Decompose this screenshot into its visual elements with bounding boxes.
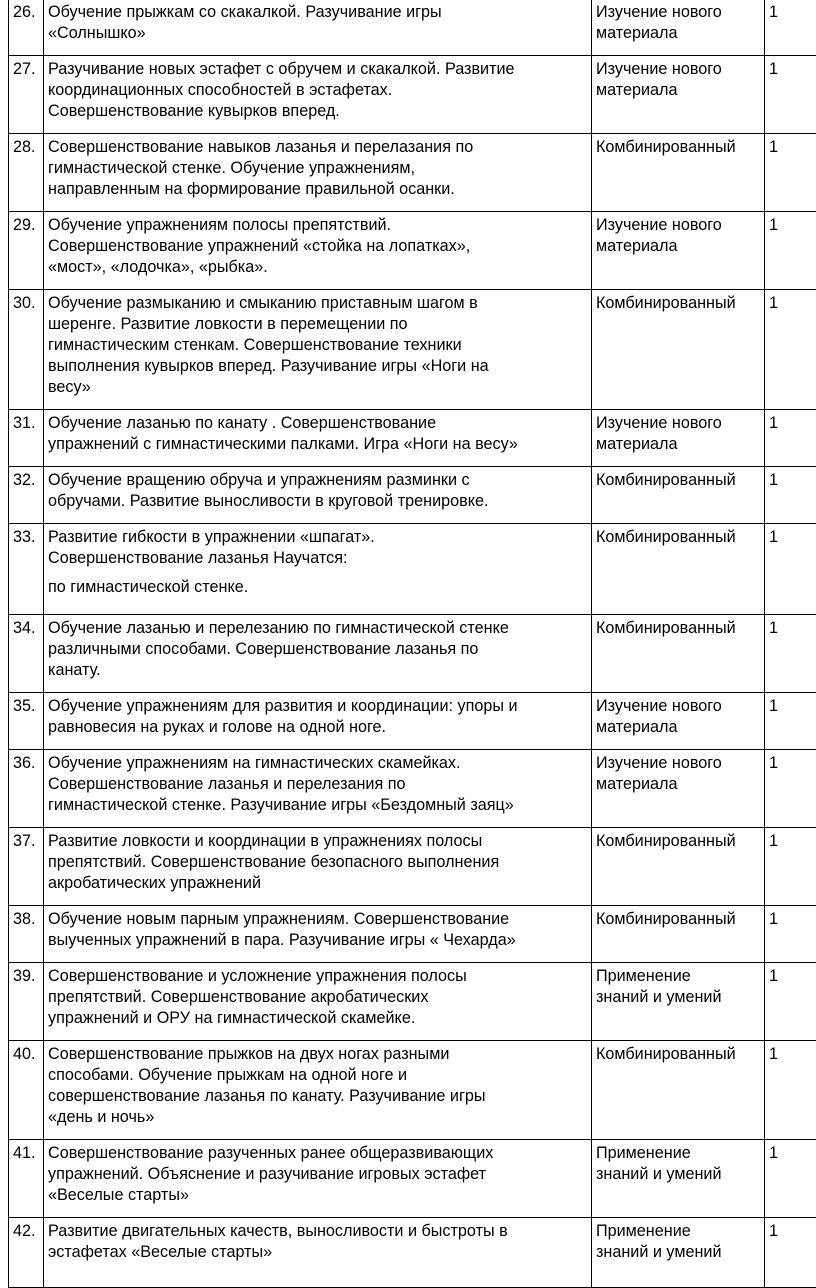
- lesson-type-text: Изучение нового материала: [596, 753, 760, 795]
- lesson-hours: 1: [765, 1218, 816, 1288]
- lesson-type-text: Комбинированный: [596, 293, 760, 314]
- lesson-type-text: Комбинированный: [596, 831, 760, 852]
- lesson-row: [9, 134, 816, 212]
- lesson-hours: 1: [765, 410, 816, 467]
- lesson-topic: Обучение прыжкам со скакалкой. Разучивание игры «Солнышко»: [48, 2, 587, 44]
- lesson-row: [9, 1140, 816, 1218]
- lesson-number: 32.: [9, 467, 44, 524]
- lesson-hours: 1: [765, 1140, 816, 1218]
- lesson-topic-cell: [44, 290, 592, 410]
- lesson-hours: 1: [765, 0, 816, 56]
- lesson-topic: Обучение упражнениям на гимнастических скамейках. Совершенствование лазанья и перелезания по гимнастической стенке. Разучивание игры «Бездомный заяц»: [48, 753, 587, 816]
- lesson-type-text: Применение знаний и умений: [596, 1221, 760, 1263]
- lesson-type-text: Изучение нового материала: [596, 59, 760, 101]
- lesson-number: 37.: [9, 828, 44, 906]
- lesson-number: 31.: [9, 410, 44, 467]
- lesson-type: [592, 410, 765, 467]
- lesson-topic-cell: [44, 1041, 592, 1140]
- lesson-number: 38.: [9, 906, 44, 963]
- lesson-row: [9, 0, 816, 56]
- lesson-row: [9, 467, 816, 524]
- lesson-type-text: Изучение нового материала: [596, 696, 760, 738]
- lesson-row: [9, 963, 816, 1041]
- lesson-type-text: Изучение нового материала: [596, 413, 760, 455]
- lesson-type-text: Комбинированный: [596, 618, 760, 639]
- lesson-topic-cell: [44, 828, 592, 906]
- lesson-number: 34.: [9, 615, 44, 693]
- lesson-row: [9, 524, 816, 615]
- lesson-type-text: Изучение нового материала: [596, 2, 760, 44]
- lesson-number: 35.: [9, 693, 44, 750]
- lesson-row: [9, 56, 816, 134]
- lesson-number: 42.: [9, 1218, 44, 1288]
- lesson-topic: Обучение лазанью по канату . Совершенствование упражнений с гимнастическими палками. Игра «Ноги на весу»: [48, 413, 587, 455]
- lesson-type: [592, 693, 765, 750]
- lesson-topic-cell: [44, 56, 592, 134]
- lesson-hours: 1: [765, 1041, 816, 1140]
- lesson-number: 39.: [9, 963, 44, 1041]
- lesson-topic: Развитие ловкости и координации в упражнениях полосы препятствий. Совершенствование безопасного выполнения акробатических упражнений: [48, 831, 587, 894]
- lesson-type: [592, 1041, 765, 1140]
- lesson-topic-cell: [44, 1140, 592, 1218]
- lesson-type: [592, 1140, 765, 1218]
- lesson-topic: Обучение новым парным упражнениям. Совершенствование выученных упражнений в пара. Разучивание игры « Чехарда»: [48, 909, 587, 951]
- lesson-type: [592, 615, 765, 693]
- lesson-type-text: Комбинированный: [596, 1044, 760, 1065]
- lesson-type-text: Комбинированный: [596, 137, 760, 158]
- lesson-number: 41.: [9, 1140, 44, 1218]
- lesson-type: [592, 524, 765, 615]
- lesson-topic: Разучивание новых эстафет с обручем и скакалкой. Развитие координационных способностей в эстафетах. Совершенствование кувырков вперед.: [48, 59, 587, 122]
- lesson-topic-cell: [44, 693, 592, 750]
- lesson-type-text: Применение знаний и умений: [596, 1143, 760, 1185]
- lesson-type: [592, 0, 765, 56]
- lesson-hours: 1: [765, 615, 816, 693]
- lesson-type: [592, 963, 765, 1041]
- lesson-topic: Обучение вращению обруча и упражнениям разминки с обручами. Развитие выносливости в круговой тренировке.: [48, 470, 587, 512]
- lesson-number: 33.: [9, 524, 44, 615]
- lesson-topic: Совершенствование навыков лазанья и перелазания по гимнастической стенке. Обучение упражнениям, направленным на формирование правильной осанки.: [48, 137, 587, 200]
- lesson-type-text: Комбинированный: [596, 909, 760, 930]
- lesson-topic: Обучение упражнениям для развития и координации: упоры и равновесия на руках и голове на одной ноге.: [48, 696, 587, 738]
- lesson-type: [592, 212, 765, 290]
- lesson-hours: 1: [765, 56, 816, 134]
- lesson-topic-cell: [44, 134, 592, 212]
- lesson-type: [592, 906, 765, 963]
- lesson-plan-table: [8, 0, 816, 1288]
- lesson-row: [9, 410, 816, 467]
- lesson-hours: 1: [765, 290, 816, 410]
- lesson-type-text: Применение знаний и умений: [596, 966, 760, 1008]
- lesson-type: [592, 750, 765, 828]
- lesson-row: [9, 693, 816, 750]
- lesson-number: 26.: [9, 0, 44, 56]
- lesson-row: [9, 1218, 816, 1288]
- lesson-topic-extra: по гимнастической стенке.: [48, 577, 587, 598]
- lesson-hours: 1: [765, 828, 816, 906]
- lesson-topic-cell: [44, 410, 592, 467]
- lesson-type: [592, 1218, 765, 1288]
- lesson-topic-cell: [44, 212, 592, 290]
- lesson-topic: Обучение размыканию и смыканию приставным шагом в шеренге. Развитие ловкости в перемещении по гимнастическим стенкам. Совершенствование техники выполнения кувырков вперед. Разучивание игры «Ноги на весу»: [48, 293, 587, 398]
- lesson-topic-cell: [44, 906, 592, 963]
- lesson-hours: 1: [765, 524, 816, 615]
- lesson-type: [592, 290, 765, 410]
- lesson-number: 40.: [9, 1041, 44, 1140]
- lesson-topic-cell: [44, 1218, 592, 1288]
- lesson-hours: 1: [765, 906, 816, 963]
- lesson-row: [9, 1041, 816, 1140]
- lesson-topic-cell: [44, 963, 592, 1041]
- lesson-number: 29.: [9, 212, 44, 290]
- lesson-row: [9, 828, 816, 906]
- lesson-row: [9, 615, 816, 693]
- lesson-type-text: Комбинированный: [596, 527, 760, 548]
- lesson-hours: 1: [765, 963, 816, 1041]
- lesson-type: [592, 828, 765, 906]
- lesson-topic-cell: [44, 615, 592, 693]
- lesson-hours: 1: [765, 693, 816, 750]
- lesson-hours: 1: [765, 212, 816, 290]
- lesson-topic: Совершенствование прыжков на двух ногах разными способами. Обучение прыжкам на одной ноге и совершенствование лазанья по канату. Разучивание игры «день и ночь»: [48, 1044, 587, 1128]
- lesson-topic-cell: [44, 750, 592, 828]
- lesson-topic: Развитие гибкости в упражнении «шпагат». Совершенствование лазанья Научатся:: [48, 527, 587, 569]
- lesson-number: 27.: [9, 56, 44, 134]
- lesson-topic: Обучение упражнениям полосы препятствий. Совершенствование упражнений «стойка на лопатках», «мост», «лодочка», «рыбка».: [48, 215, 587, 278]
- lesson-topic: Развитие двигательных качеств, выносливости и быстроты в эстафетах «Веселые старты»: [48, 1221, 587, 1263]
- lesson-row: [9, 212, 816, 290]
- lesson-topic-cell: [44, 467, 592, 524]
- lesson-number: 30.: [9, 290, 44, 410]
- lesson-topic: Совершенствование и усложнение упражнения полосы препятствий. Совершенствование акробатических упражнений и ОРУ на гимнастической скамейке.: [48, 966, 587, 1029]
- lesson-topic: Совершенствование разученных ранее общеразвивающих упражнений. Объяснение и разучивание игровых эстафет «Веселые старты»: [48, 1143, 587, 1206]
- lesson-type-text: Изучение нового материала: [596, 215, 760, 257]
- lesson-row: [9, 290, 816, 410]
- lesson-number: 36.: [9, 750, 44, 828]
- lesson-topic: Обучение лазанью и перелезанию по гимнастической стенке различными способами. Совершенствование лазанья по канату.: [48, 618, 587, 681]
- lesson-topic-cell: [44, 524, 592, 615]
- lesson-hours: 1: [765, 467, 816, 524]
- lesson-number: 28.: [9, 134, 44, 212]
- lesson-type: [592, 467, 765, 524]
- lesson-topic-cell: [44, 0, 592, 56]
- lesson-type-text: Комбинированный: [596, 470, 760, 491]
- lesson-hours: 1: [765, 750, 816, 828]
- lesson-type: [592, 56, 765, 134]
- lesson-row: [9, 906, 816, 963]
- lesson-row: [9, 750, 816, 828]
- lesson-type: [592, 134, 765, 212]
- lesson-rows: [9, 0, 816, 1288]
- lesson-hours: 1: [765, 134, 816, 212]
